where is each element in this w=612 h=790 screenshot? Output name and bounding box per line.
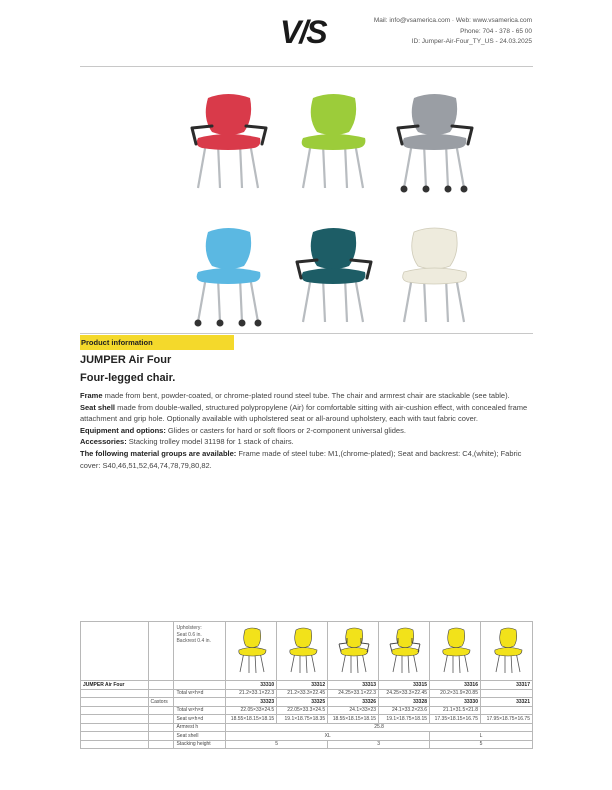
model-code: 33321 (481, 698, 533, 707)
stacking-height-row (81, 740, 533, 749)
dimension-value: 24.25×33.3×22.45 (379, 689, 430, 698)
stacking-value: 5 (430, 740, 533, 749)
row-label: Total w×h×d (174, 689, 226, 698)
chair-icon-cell (226, 622, 277, 681)
product-description (80, 390, 530, 471)
dimension-value: 21.1×31.5×21.8 (430, 706, 481, 715)
model-codes-row (81, 681, 533, 690)
row-label: Seat w×h×d (174, 715, 226, 724)
armrest-value: 25.8 (226, 723, 533, 732)
dimension-value: 19.1×18.75×18.15 (379, 715, 430, 724)
castors-total-row (81, 706, 533, 715)
equipment-paragraph: Equipment and options: Glides or casters for hard or soft floors or 2-component universal glides. (80, 425, 406, 435)
dimension-value: 21.2×33.1×22.3 (226, 689, 277, 698)
castors-label: Castors (148, 698, 174, 707)
phone-line: Phone: 704 - 378 - 65 00 (460, 27, 532, 35)
product-title: JUMPER Air Four (80, 354, 172, 366)
model-code: 33310 (226, 681, 277, 690)
chair-icon-cell (328, 622, 379, 681)
seat-shell-paragraph: Seat shell made from double-walled, structured polypropylene (Air) for comfortable sitting with air-cushion effect, with concealed frame attachment and grip hole. Optionally available with upholstered seat or all-around upholstery, each with taut fabric cover. (80, 402, 528, 424)
model-code: 33312 (277, 681, 328, 690)
contact-block (374, 16, 532, 48)
dimension-value: 20.2×31.9×20.85 (430, 689, 481, 698)
upholstery-note: Upholstery: Seat 0.6 in. Backrest 0.4 in. (174, 622, 226, 681)
seat-shell-size: L (430, 732, 533, 741)
dimension-value: 24.25×33.1×22.3 (328, 689, 379, 698)
mail-web-line: Mail: info@vsamerica.com · Web: www.vsamerica.com (373, 17, 532, 24)
model-code: 33313 (328, 681, 379, 690)
model-code: 33317 (481, 681, 533, 690)
model-code: 33323 (226, 698, 277, 707)
upholstered-chair-icon (487, 624, 527, 676)
frame-paragraph: Frame made from bent, powder-coated, or chrome-plated round steel tube. The chair and armrest chair are stackable (see table). (80, 391, 510, 400)
chair-icon-cell (430, 622, 481, 681)
castors-codes-row (81, 698, 533, 707)
dimension-value: 24.1×33.2×23.6 (379, 706, 430, 715)
model-code: 33328 (379, 698, 430, 707)
upholstered-armchair-icon (384, 624, 424, 676)
light-blue-chair-with-casters-photo (178, 222, 278, 332)
grey-chair-with-casters-photo (384, 88, 484, 198)
dimension-value: 21.2×33.3×22.45 (277, 689, 328, 698)
product-subtitle: Four-legged chair. (80, 372, 176, 384)
dimension-value (481, 706, 533, 715)
dimension-value: 18.55×18.15×18.15 (226, 715, 277, 724)
product-name-cell: JUMPER Air Four (81, 681, 149, 690)
header-divider (80, 66, 533, 67)
row-label: Stacking height (174, 740, 226, 749)
dimension-value: 19.1×18.75×18.35 (277, 715, 328, 724)
chair-icon (231, 624, 271, 676)
model-code: 33330 (430, 698, 481, 707)
armchair-icon (333, 624, 373, 676)
white-chair-photo (384, 222, 484, 332)
photo-divider (80, 333, 533, 334)
dimension-value: 17.35×18.15×16.75 (430, 715, 481, 724)
dimension-value: 17.95×18.75×16.75 (481, 715, 533, 724)
icon-row (81, 622, 533, 681)
stacking-value: 3 (328, 740, 430, 749)
red-upholstered-chair-photo (178, 88, 278, 198)
spec-table (80, 621, 533, 749)
document-id-line: ID: Jumper-Air-Four_TY_US - 24.03.2025 (411, 38, 532, 45)
green-chair-photo (283, 88, 383, 198)
model-code: 33315 (379, 681, 430, 690)
dimension-value (481, 689, 533, 698)
row-label: Seat shell (174, 732, 226, 741)
dimension-value: 22.05×33×24.5 (226, 706, 277, 715)
model-code: 33325 (277, 698, 328, 707)
chair-icon-cell (379, 622, 430, 681)
chair-icon-cell (277, 622, 328, 681)
dimension-value: 22.05×33.3×24.5 (277, 706, 328, 715)
dimension-value: 18.55×18.15×18.15 (328, 715, 379, 724)
material-groups-paragraph: The following material groups are available: Frame made of steel tube: M1,(chrome-plated); Seat and backrest: C4,(white); Fabric cover: S40,46,51,52,64,74,78,79,80,82. (80, 448, 522, 470)
accessories-paragraph: Accessories: Stacking trolley model 31198 for 1 stack of chairs. (80, 437, 294, 447)
seat-shell-row (81, 732, 533, 741)
chair-icon (435, 624, 475, 676)
teal-chair-with-armrests-photo (283, 222, 383, 332)
total-dimensions-row (81, 689, 533, 698)
row-label: Total w×h×d (174, 706, 226, 715)
armrest-row (81, 723, 533, 732)
seat-dimensions-row (81, 715, 533, 724)
chair-icon-cell (481, 622, 533, 681)
seat-shell-size: XL (226, 732, 430, 741)
stacking-value: 5 (226, 740, 328, 749)
model-code: 33316 (430, 681, 481, 690)
model-code: 33326 (328, 698, 379, 707)
dimension-value: 24.1×33×23 (328, 706, 379, 715)
upholstered-chair-icon (282, 624, 322, 676)
vs-logo: V/S (280, 14, 326, 50)
row-label: Armrest h (174, 723, 226, 732)
product-information-label: Product information (80, 335, 234, 350)
